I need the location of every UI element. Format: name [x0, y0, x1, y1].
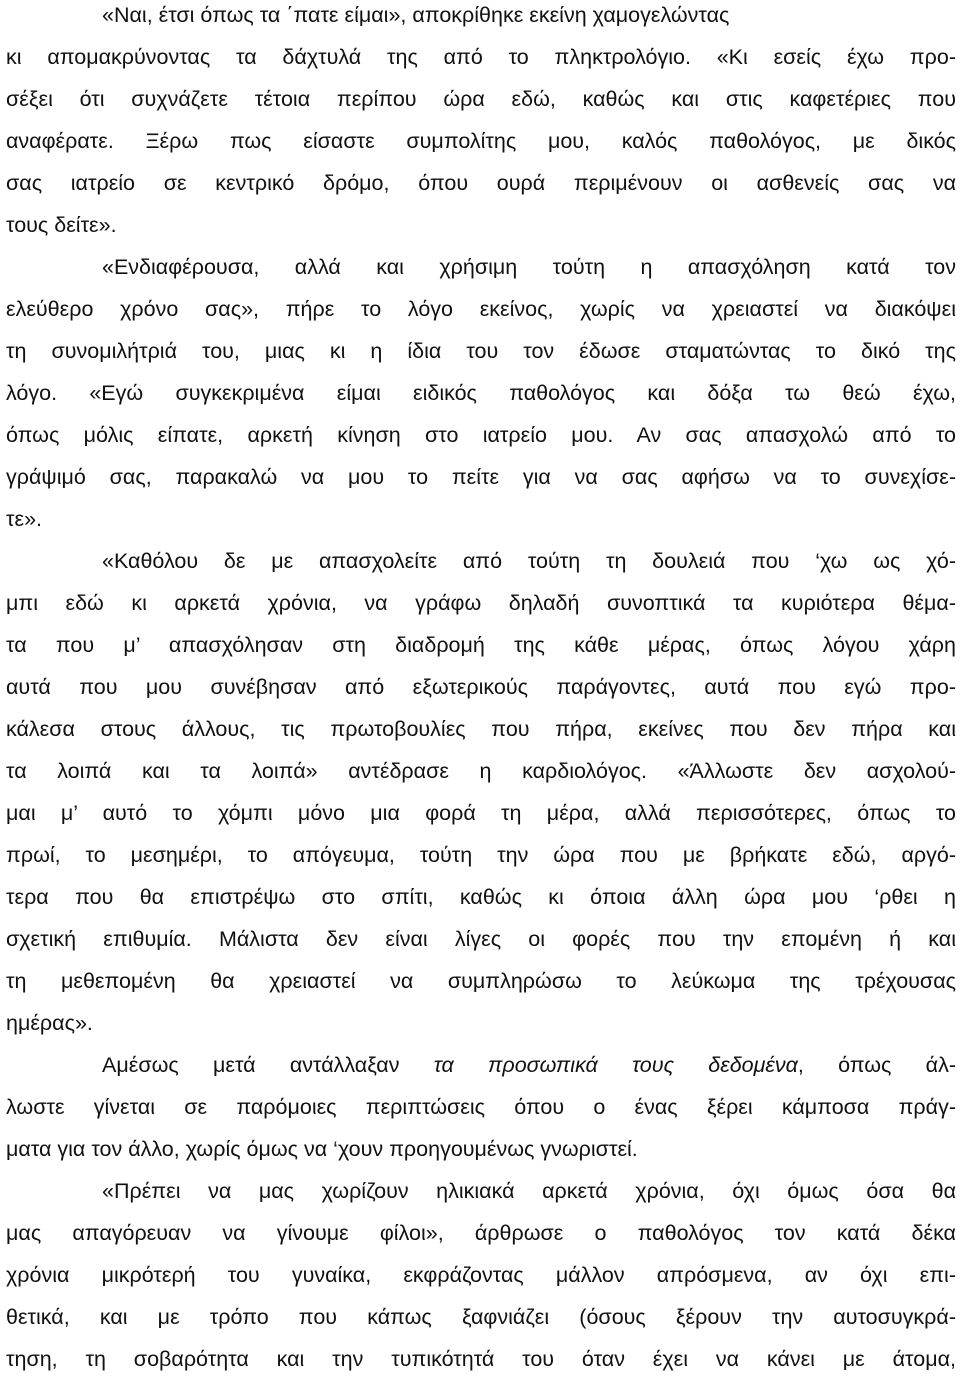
text-line: τε».: [6, 507, 43, 531]
text-line: θετικά, και με τρόπο που κάπως ξαφνιάζει (όσους ξέρουν την αυτοσυγκρά-: [6, 1305, 956, 1329]
text-line: σέξει ότι συχνάζετε τέτοια περίπου ώρα εδώ, καθώς και στις καφετέριες που: [6, 87, 956, 111]
text-line: ελεύθερο χρόνο σας», πήρε το λόγο εκείνος, χωρίς να χρειαστεί να διακόψει: [6, 297, 956, 321]
text-line: ματα για τον άλλο, χωρίς όμως να ‘χουν προηγουμένως γνωριστεί.: [6, 1137, 638, 1161]
text-line: τη συνομιλήτριά του, μιας κι η ίδια του τον έδωσε σταματώντας το δικό της: [6, 339, 956, 363]
text-line: όπως μόλις είπατε, αρκετή κίνηση στο ιατρείο μου. Αν σας απασχολώ από το: [6, 423, 956, 447]
text-line: τερα που θα επιστρέψω στο σπίτι, καθώς κι όποια άλλη ώρα μου ‘ρθει η: [6, 885, 956, 909]
text-line: μπι εδώ κι αρκετά χρόνια, να γράφω δηλαδή συνοπτικά τα κυριότερα θέμα-: [6, 591, 956, 615]
text-run: , όπως άλ-: [797, 1053, 956, 1077]
text-line: κάλεσα στους άλλους, τις πρωτοβουλίες που πήρα, εκείνες που δεν πήρα και: [6, 717, 956, 741]
text-line: «Πρέπει να μας χωρίζουν ηλικιακά αρκετά χρόνια, όχι όμως όσα θα: [102, 1179, 956, 1203]
text-line: σχετική επιθυμία. Μάλιστα δεν είναι λίγες οι φορές που την επομένη ή και: [6, 927, 956, 951]
text-line: «Καθόλου δε με απασχολείτε από τούτη τη δουλειά που ‘χω ως χό-: [102, 549, 956, 573]
text-line: αυτά που μου συνέβησαν από εξωτερικούς παράγοντες, αυτά που εγώ προ-: [6, 675, 956, 699]
text-line: γράψιμό σας, παρακαλώ να μου το πείτε για να σας αφήσω να το συνεχίσε-: [6, 465, 956, 489]
text-line: τα που μ’ απασχόλησαν στη διαδρομή της κάθε μέρας, όπως λόγου χάρη: [6, 633, 956, 657]
text-line: λόγο. «Εγώ συγκεκριμένα είμαι ειδικός παθολόγος και δόξα τω θεώ έχω,: [6, 381, 956, 405]
text-line: τη μεθεπομένη θα χρειαστεί να συμπληρώσω το λεύκωμα της τρέχουσας: [6, 969, 956, 993]
text-line: [102, 1050, 956, 1080]
text-line: κι απομακρύνοντας τα δάχτυλά της από το πληκτρολόγιο. «Κι εσείς έχω προ-: [6, 45, 956, 69]
text-line: «Ενδιαφέρουσα, αλλά και χρήσιμη τούτη η απασχόληση κατά τον: [102, 255, 956, 279]
text-line: σας ιατρείο σε κεντρικό δρόμο, όπου ουρά περιμένουν οι ασθενείς σας να: [6, 171, 956, 195]
text-line: μας απαγόρευαν να γίνουμε φίλοι», άρθρωσε ο παθολόγος τον κατά δέκα: [6, 1221, 956, 1245]
text-line: αναφέρατε. Ξέρω πως είσαστε συμπολίτης μου, καλός παθολόγος, με δικός: [6, 129, 956, 153]
text-line: «Ναι, έτσι όπως τα ΄πατε είμαι», αποκρίθηκε εκείνη χαμογελώντας: [102, 3, 730, 27]
text-line: τα λοιπά και τα λοιπά» αντέδρασε η καρδιολόγος. «Άλλωστε δεν ασχολού-: [6, 759, 956, 783]
text-line: λωστε γίνεται σε παρόμοιες περιπτώσεις όπου ο ένας ξέρει κάμποσα πράγ-: [6, 1095, 956, 1119]
text-line: τηση, τη σοβαρότητα και την τυπικότητά του όταν έχει να κάνει με άτομα,: [6, 1347, 956, 1371]
text-line: πρωί, το μεσημέρι, το απόγευμα, τούτη την ώρα που με βρήκατε εδώ, αργό-: [6, 843, 956, 867]
text-line: μαι μ’ αυτό το χόμπι μόνο μια φορά τη μέρα, αλλά περισσότερες, όπως το: [6, 801, 956, 825]
text-line: ημέρας».: [6, 1011, 93, 1035]
italic-text-run: τα προσωπικά τους δεδομένα: [433, 1053, 798, 1077]
text-line: χρόνια μικρότερή του γυναίκα, εκφράζοντας μάλλον απρόσμενα, αν όχι επι-: [6, 1263, 956, 1287]
text-run: Αμέσως μετά αντάλλαξαν: [102, 1053, 434, 1077]
text-line: τους δείτε».: [6, 213, 117, 237]
